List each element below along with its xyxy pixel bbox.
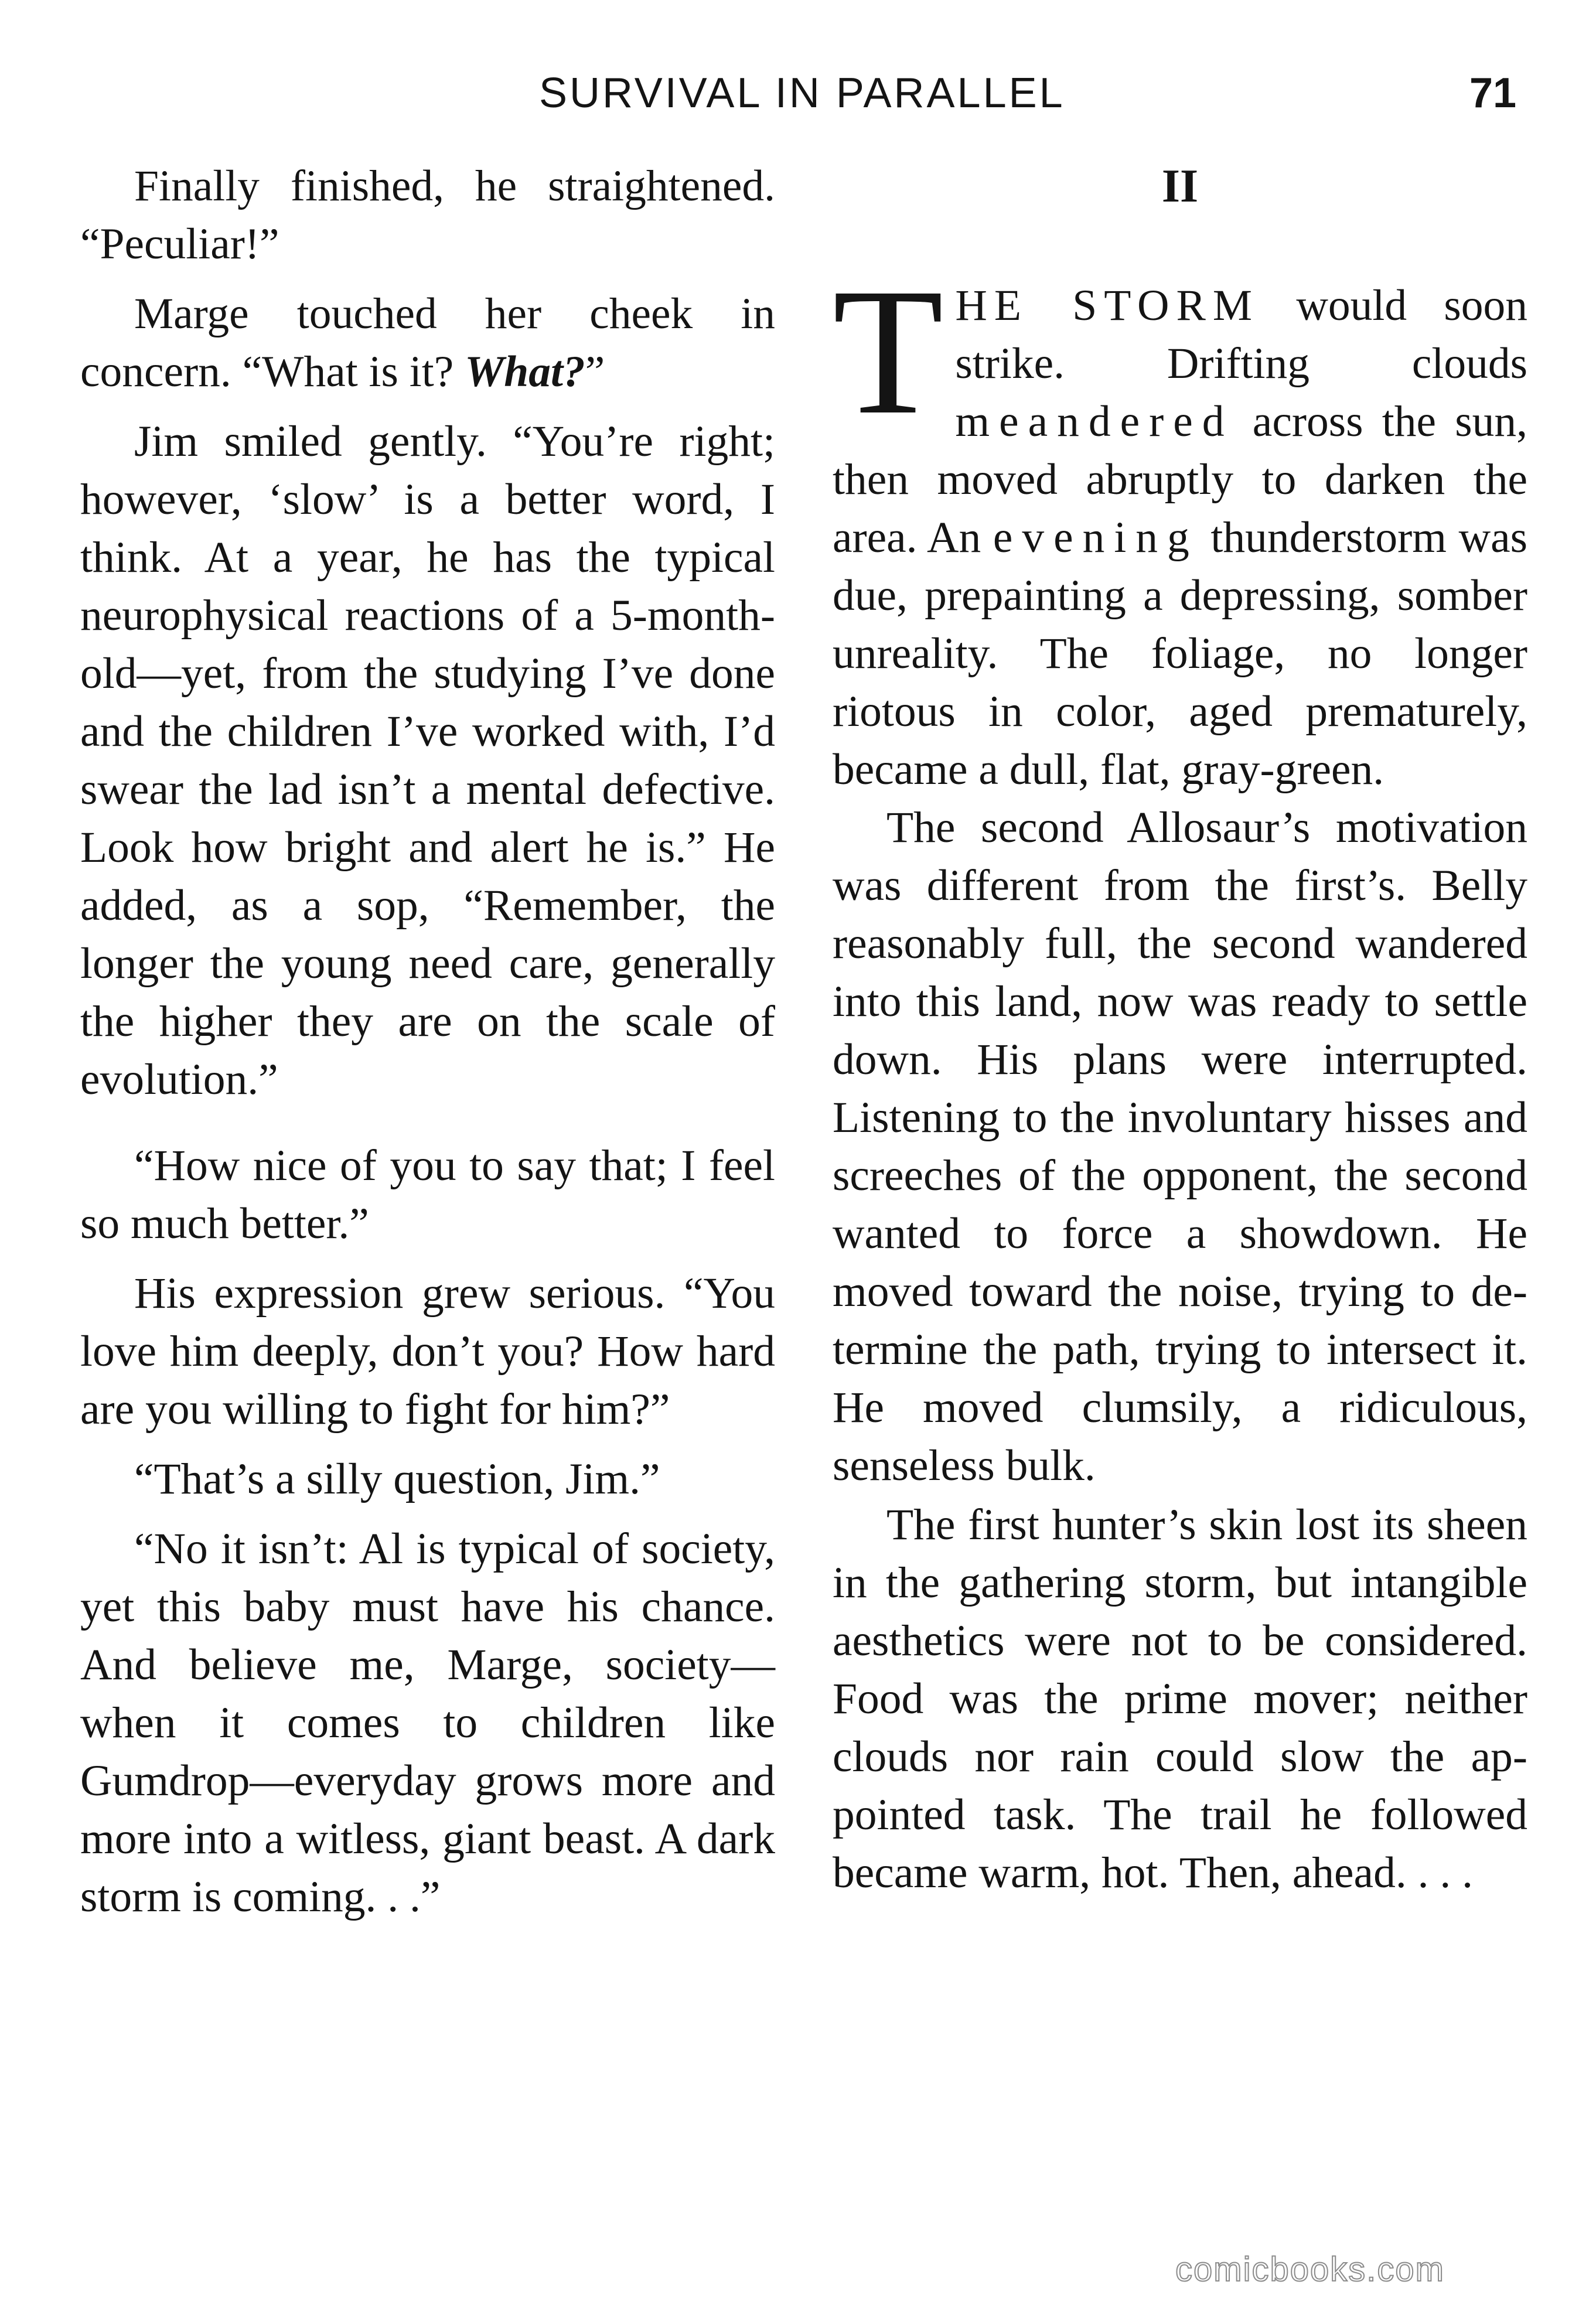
right-column	[833, 157, 1527, 1902]
paragraph-text: ”	[585, 347, 605, 396]
watermark: comicbooks.com	[1175, 2250, 1445, 2289]
paragraph: His expression grew serious. “You love him deeply, don’t you? How hard are you willing to fight for him?”	[80, 1269, 775, 1434]
drop-cap: T	[833, 251, 944, 452]
paragraph: The first hunter’s skin lost its sheen in the gathering storm, but intangible aesthetics were not to be considered. Food was the prime mover; neither clouds nor rain could slow the appointed task. The trail he followed became warm, hot. Then, ahead. . . .	[833, 1500, 1527, 1897]
left-column	[80, 157, 775, 1926]
paragraph: Jim smiled gently. “You’re right; however, ‘slow’ is a better word, I think. At a year, he has the typical neurophysical reactions of a 5-month-old—yet, from the studying I’ve done and the children I’ve worked with, I’d swear the lad isn’t a mental defective. Look how bright and alert he is.” He added, as a sop, “Remember, the longer the young need care, generally the higher they are on the scale of evolution.”	[80, 417, 775, 1104]
paragraph: “No it isn’t: Al is typical of society, yet this baby must have his chance. And believe me, Marge, society—when it comes to children like Gumdrop—everyday grows more and more into a witless, giant beast. A dark storm is coming. . .”	[80, 1525, 775, 1921]
paragraph-text: across the sun, then moved abruptly to darken the area. An	[833, 397, 1527, 562]
paragraph	[80, 285, 775, 401]
paragraph: The second Allosaur’s motivation was different from the first’s. Belly reasonably full, the second wandered into this land, now was ready to settle down. His plans were interrupted. Listening to the involuntary hisses and screeches of the opponent, the second wanted to force a showdown. He moved toward the noise, trying to determine the path, trying to intersect it. He moved clumsily, a ridiculous, senseless bulk.	[833, 803, 1527, 1490]
running-title: SURVIVAL IN PARALLEL	[539, 70, 1065, 117]
section-heading: II	[1161, 161, 1199, 212]
spaced-text: meandered	[955, 397, 1234, 446]
running-head	[0, 69, 1596, 122]
spaced-text: evening	[993, 513, 1199, 562]
paragraph: “That’s a silly question, Jim.”	[134, 1455, 660, 1503]
paragraph: Finally finished, he straightened. “Peculiar!”	[80, 162, 775, 268]
emphasis-text: What?	[465, 347, 585, 396]
paragraph-text: thunderstorm was due, prepainting a depressing, somber unreality. The foliage, no longer riotous in color, aged prematurely, became a dull, flat, gray-green.	[833, 513, 1527, 794]
paragraph-text: would soon strike. Drifting clouds	[955, 281, 1527, 388]
paragraph: “How nice of you to say that; I feel so much better.”	[80, 1141, 775, 1248]
paragraph-text: Marge touched her cheek in concern. “What is it?	[80, 289, 775, 396]
paragraph	[833, 251, 1527, 799]
page-number: 71	[1469, 70, 1517, 117]
small-caps-text: HE STORM	[955, 281, 1260, 330]
